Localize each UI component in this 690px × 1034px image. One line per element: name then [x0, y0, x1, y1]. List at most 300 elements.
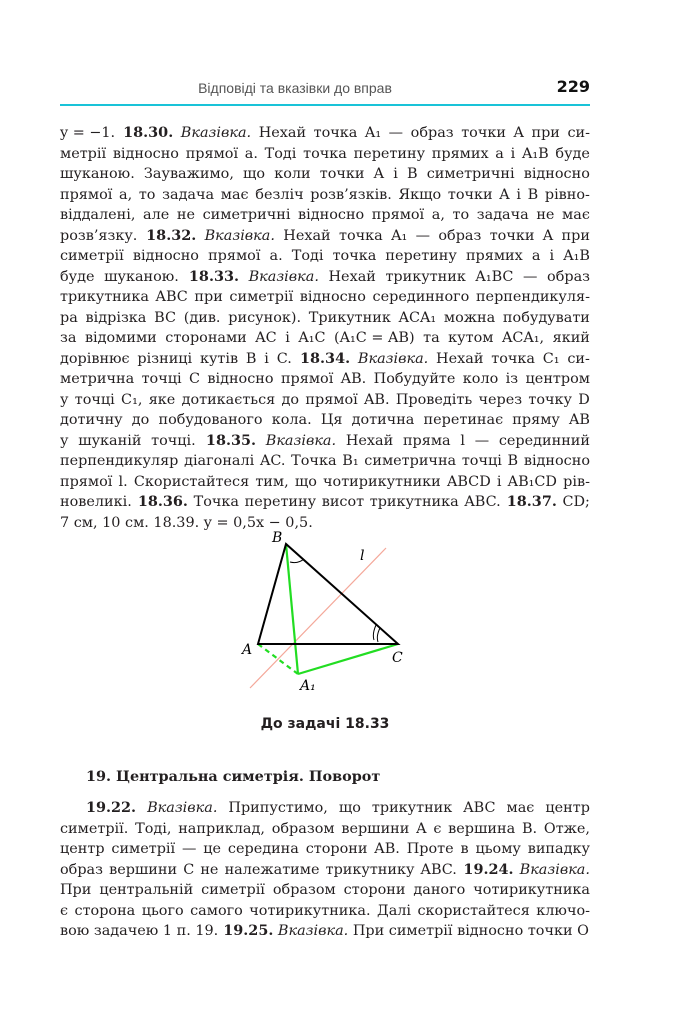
- text-line: [60, 185, 590, 206]
- word: центр: [60, 841, 105, 857]
- word: є: [428, 820, 442, 837]
- word: дотикається: [177, 391, 276, 408]
- word: Проведіть: [391, 391, 473, 408]
- word: що: [290, 473, 317, 490]
- text-line: [60, 369, 590, 390]
- word: пряма: [398, 432, 451, 449]
- word: точка: [328, 248, 377, 264]
- word: висот: [317, 494, 365, 510]
- word: 7 см, 10 см. 18.39. y = 0,5x − 0,5.: [60, 514, 313, 531]
- text-line: [60, 144, 590, 165]
- text-line: [60, 123, 590, 144]
- word: не: [531, 207, 555, 223]
- word: відносно: [519, 166, 590, 182]
- word: 18.35.: [200, 431, 257, 449]
- word: цього: [137, 902, 184, 919]
- word: AC.: [255, 453, 286, 469]
- word: ACA₁,: [497, 330, 545, 346]
- word: l.: [113, 473, 128, 490]
- word: розв’язку.: [60, 227, 138, 244]
- word: образ: [60, 861, 103, 878]
- word: відносно: [128, 248, 199, 264]
- word: рівно-: [540, 186, 590, 203]
- word: кола.: [267, 412, 312, 428]
- label-a1: A₁: [300, 678, 316, 694]
- word: AB.: [369, 841, 400, 857]
- word: 18.30.: [118, 124, 174, 141]
- word: при: [556, 227, 590, 244]
- word: AB.: [336, 371, 367, 387]
- figure-caption: До задачі 18.33: [260, 716, 390, 732]
- word: побудованого: [153, 412, 263, 428]
- word: точці.: [146, 432, 196, 449]
- word: тим,: [250, 473, 289, 490]
- word: відомими: [80, 330, 157, 346]
- word: симетричні: [422, 166, 515, 182]
- text-line: [60, 921, 590, 942]
- word: D: [573, 391, 590, 408]
- word: що: [334, 800, 361, 816]
- word: симетрії: [196, 882, 265, 898]
- word: си-: [562, 350, 590, 367]
- word: вершина: [443, 820, 516, 837]
- word: відрізка: [80, 309, 147, 326]
- word: Далі: [372, 902, 412, 919]
- word: Проте: [402, 841, 454, 857]
- word: перпендикуляр: [60, 453, 179, 469]
- word: A₁BC: [470, 268, 514, 285]
- word: Вказівка.: [244, 268, 319, 285]
- word: O: [572, 923, 589, 939]
- word: що: [238, 166, 266, 182]
- word: чотирикутника: [468, 882, 590, 898]
- word: прямої: [60, 473, 113, 490]
- word: точка: [334, 227, 383, 244]
- word: y = −1.: [60, 125, 116, 141]
- word: метрії: [60, 145, 107, 162]
- label-b: B: [272, 530, 283, 546]
- angle-mark-c2: [377, 628, 380, 642]
- word: ABCD: [442, 473, 491, 490]
- word: a: [527, 248, 541, 264]
- word: A: [508, 125, 524, 141]
- word: прямої: [60, 186, 113, 203]
- word: сторони: [301, 841, 368, 857]
- word: різниці: [132, 350, 193, 367]
- word: відносно: [202, 371, 274, 387]
- word: чотирикутника.: [244, 902, 371, 919]
- word: A₁B: [558, 248, 590, 264]
- word: відносно: [295, 289, 366, 305]
- word: Нехай: [341, 432, 394, 449]
- word: образ: [542, 268, 590, 285]
- word: Нехай: [278, 227, 331, 244]
- word: B: [523, 186, 539, 203]
- text-line: [60, 819, 590, 840]
- word: шуканою.: [60, 166, 135, 182]
- word: яке: [144, 391, 176, 408]
- word: A: [369, 166, 385, 182]
- word: a,: [427, 207, 445, 223]
- word: 18.32.: [141, 226, 197, 244]
- word: це: [198, 841, 222, 857]
- word: кутом: [443, 330, 494, 346]
- word: A₁: [360, 125, 382, 141]
- word: прямих: [427, 145, 489, 162]
- word: Точка: [286, 453, 337, 469]
- word: —: [177, 841, 197, 857]
- word: A₁: [386, 227, 408, 244]
- word: Нехай: [323, 268, 376, 285]
- word: l: [455, 432, 465, 449]
- word: кутів: [195, 350, 239, 367]
- word: належатиме: [220, 861, 320, 878]
- word: можна: [439, 309, 496, 326]
- text-line: [60, 349, 590, 370]
- word: ра: [60, 309, 78, 326]
- word: AB: [564, 412, 590, 428]
- word: 19.24.: [458, 860, 514, 878]
- page-number: 229: [556, 77, 590, 96]
- word: B.: [517, 820, 538, 837]
- word: Тоді,: [130, 820, 172, 837]
- word: Точка: [189, 494, 239, 510]
- word: AC: [250, 330, 277, 346]
- word: C: [178, 861, 195, 878]
- word: є: [60, 902, 69, 919]
- word: Тоді: [287, 248, 324, 264]
- word: 18.33.: [183, 267, 239, 285]
- word: симетрії: [224, 289, 294, 305]
- label-a: A: [242, 642, 253, 658]
- word: точки: [523, 923, 573, 939]
- word: відносно: [293, 207, 365, 223]
- word: Вказівка.: [176, 125, 252, 141]
- word: точка: [298, 145, 347, 162]
- triangle-abc: [258, 544, 398, 644]
- word: B: [402, 166, 418, 182]
- word: 18.37.: [501, 493, 557, 510]
- word: вершини: [104, 861, 178, 878]
- text-line: [60, 492, 590, 513]
- word: a,: [114, 186, 133, 203]
- word: C₁,: [116, 391, 143, 408]
- word: дорівнює: [60, 350, 130, 367]
- word: B₁: [337, 453, 359, 469]
- word: A: [494, 186, 510, 203]
- label-c: C: [392, 650, 403, 666]
- word: буде: [550, 145, 590, 162]
- text-line: [60, 431, 590, 452]
- word: наприклад,: [173, 820, 265, 837]
- segment-a1-c: [298, 644, 398, 674]
- word: Отже,: [539, 820, 590, 837]
- word: Трикутник: [304, 309, 391, 326]
- word: центральній: [94, 882, 194, 898]
- word: 19.: [190, 923, 219, 939]
- word: у: [60, 432, 69, 449]
- word: коло: [458, 371, 499, 387]
- word: і: [506, 145, 516, 162]
- text-line: [60, 860, 590, 881]
- segment-b-a1: [286, 544, 298, 674]
- word: то: [447, 207, 470, 223]
- word: середина: [223, 841, 299, 857]
- angle-mark-c: [373, 625, 376, 640]
- word: B: [502, 453, 519, 469]
- word: серединного: [367, 289, 470, 305]
- word: Побудуйте: [369, 371, 456, 387]
- word: точці: [137, 371, 182, 387]
- word: рів-: [558, 473, 590, 490]
- word: точки: [456, 125, 506, 141]
- word: п.: [172, 923, 191, 939]
- word: шуканій: [73, 432, 142, 449]
- word: C.: [272, 350, 292, 367]
- word: скористайтеся: [412, 902, 530, 919]
- word: a: [490, 145, 504, 162]
- word: трикутнику: [321, 861, 415, 878]
- word: трикутник: [380, 268, 466, 285]
- word: віддалені,: [60, 207, 136, 223]
- word: трикутник: [367, 800, 453, 816]
- word: метрична: [60, 371, 135, 387]
- section-paragraph: [60, 798, 590, 942]
- word: AB.: [359, 391, 390, 408]
- word: при: [189, 289, 223, 305]
- word: самого: [185, 902, 243, 919]
- word: перетину: [240, 494, 317, 510]
- word: але: [138, 207, 170, 223]
- word: образ: [433, 227, 482, 244]
- text-line: [60, 798, 590, 819]
- word: Вказівка.: [200, 227, 275, 244]
- word: до: [127, 412, 150, 428]
- word: трикутника: [60, 289, 149, 305]
- word: a.: [240, 145, 258, 162]
- word: і: [259, 350, 269, 367]
- word: пряму: [507, 412, 560, 428]
- word: даного: [408, 882, 466, 898]
- text-line: [60, 205, 590, 226]
- word: точці: [457, 453, 502, 469]
- word: симетрії: [60, 248, 124, 264]
- word: (A₁C = AB): [329, 330, 415, 346]
- word: ABC: [458, 800, 496, 816]
- word: точка: [486, 350, 535, 367]
- text-line: [60, 901, 590, 922]
- word: рисунок).: [223, 309, 302, 326]
- word: то: [134, 186, 156, 203]
- word: точки: [443, 186, 493, 203]
- triangle-figure: [238, 528, 418, 698]
- word: і: [544, 248, 555, 264]
- word: ABC.: [459, 494, 501, 510]
- word: A: [538, 227, 554, 244]
- word: 19.25.: [218, 922, 274, 939]
- word: ACA₁: [394, 309, 437, 326]
- word: вою: [60, 923, 90, 939]
- text-line: [60, 267, 590, 288]
- word: B: [241, 350, 257, 367]
- word: із: [501, 371, 519, 387]
- word: новеликі.: [60, 494, 132, 510]
- word: розв’язків.: [305, 186, 392, 203]
- word: випадку: [523, 841, 590, 857]
- word: Вказівка.: [353, 350, 429, 367]
- word: CD;: [557, 494, 590, 510]
- text-line: [60, 164, 590, 185]
- word: си-: [562, 125, 590, 141]
- word: Припустимо,: [223, 800, 328, 816]
- word: Нехай: [431, 350, 484, 367]
- page-header: [60, 74, 590, 104]
- word: Ця: [316, 412, 343, 428]
- word: має: [216, 186, 249, 203]
- word: не: [195, 861, 219, 878]
- word: вершини: [336, 820, 410, 837]
- word: При: [348, 923, 385, 939]
- word: трикутника: [365, 494, 459, 510]
- word: відносно: [452, 923, 524, 939]
- word: сторона: [69, 902, 136, 919]
- word: Вказівка.: [142, 800, 218, 816]
- text-line: [60, 451, 590, 472]
- word: 18.36.: [132, 493, 188, 510]
- word: до: [276, 391, 300, 408]
- word: образом: [267, 820, 335, 837]
- word: симетрії: [384, 923, 453, 939]
- word: задачею: [89, 923, 159, 939]
- word: AB₁CD: [503, 473, 557, 490]
- word: точки: [485, 227, 535, 244]
- word: чотирикутники: [318, 473, 441, 490]
- word: прямої: [300, 391, 358, 408]
- text-line: [60, 328, 590, 349]
- word: шуканою.: [99, 268, 179, 285]
- word: ABC: [150, 289, 188, 305]
- text-line: [60, 472, 590, 493]
- text-line: [60, 839, 590, 860]
- word: і: [388, 166, 398, 182]
- text-line: [60, 390, 590, 411]
- word: дотичну: [60, 412, 123, 428]
- word: образом: [268, 882, 336, 898]
- word: і: [492, 473, 502, 490]
- text-line: [60, 246, 590, 267]
- word: і: [280, 330, 290, 346]
- header-rule: [60, 104, 590, 106]
- word: прямої: [181, 145, 239, 162]
- word: перпендикуля-: [471, 289, 590, 305]
- word: буде: [60, 268, 95, 285]
- word: Якщо: [393, 186, 442, 203]
- word: прямої: [276, 371, 334, 387]
- word: задача: [472, 207, 529, 223]
- word: прямої: [367, 207, 425, 223]
- word: та: [418, 330, 440, 346]
- text-line: [60, 226, 590, 247]
- word: центром: [520, 371, 590, 387]
- word: —: [470, 432, 490, 449]
- word: сторонами: [160, 330, 247, 346]
- word: прямих: [461, 248, 523, 264]
- word: Вказівка.: [273, 923, 349, 939]
- text-line: [60, 308, 590, 329]
- word: безліч: [250, 186, 304, 203]
- word: Тоді: [260, 145, 297, 162]
- word: має: [557, 207, 590, 223]
- word: прямої: [203, 248, 261, 264]
- word: A: [411, 820, 427, 837]
- word: серединний: [494, 432, 590, 449]
- word: 19.22.: [86, 799, 137, 816]
- word: BC: [149, 309, 176, 326]
- word: в: [455, 841, 469, 857]
- word: через: [473, 391, 523, 408]
- word: діагоналі: [179, 453, 255, 469]
- word: і: [511, 186, 521, 203]
- answers-paragraph: [60, 123, 590, 533]
- word: точка: [309, 125, 358, 141]
- word: Зауважимо,: [139, 166, 234, 182]
- word: C₁: [538, 350, 560, 367]
- word: ключо-: [531, 902, 590, 919]
- word: перетину: [349, 145, 426, 162]
- running-title: Відповіді та вказівки до вправ: [198, 80, 392, 96]
- word: A₁B: [517, 145, 549, 162]
- word: перетину: [380, 248, 457, 264]
- word: —: [384, 125, 404, 141]
- word: відносно: [519, 453, 590, 469]
- word: образ: [406, 125, 454, 141]
- text-line: [60, 287, 590, 308]
- word: у: [60, 391, 69, 408]
- word: має: [501, 800, 535, 816]
- word: точку: [523, 391, 572, 408]
- word: C: [184, 371, 200, 387]
- word: точці: [70, 391, 115, 408]
- text-line: [60, 880, 590, 901]
- word: відносно: [108, 145, 179, 162]
- word: Нехай: [254, 125, 307, 141]
- word: не: [172, 207, 195, 223]
- word: A₁C: [293, 330, 326, 346]
- word: задача: [157, 186, 215, 203]
- word: 1: [158, 923, 173, 939]
- word: ABC.: [415, 861, 457, 878]
- word: центр: [540, 800, 590, 816]
- word: симетричні: [198, 207, 291, 223]
- word: —: [411, 227, 431, 244]
- word: a.: [264, 248, 283, 264]
- text-line: [60, 410, 590, 431]
- word: —: [518, 268, 538, 285]
- word: побудувати: [498, 309, 590, 326]
- word: який: [548, 330, 590, 346]
- word: при: [526, 125, 560, 141]
- word: Вказівка.: [261, 432, 337, 449]
- word: точки: [315, 166, 365, 182]
- section-title: 19. Центральна симетрія. Поворот: [86, 768, 381, 785]
- word: за: [60, 330, 77, 346]
- word: перетинає: [418, 412, 504, 428]
- word: Скористайтеся: [129, 473, 250, 490]
- word: Вказівка.: [515, 861, 590, 878]
- word: коли: [269, 166, 311, 182]
- word: дотична: [347, 412, 415, 428]
- word: (див.: [179, 309, 221, 326]
